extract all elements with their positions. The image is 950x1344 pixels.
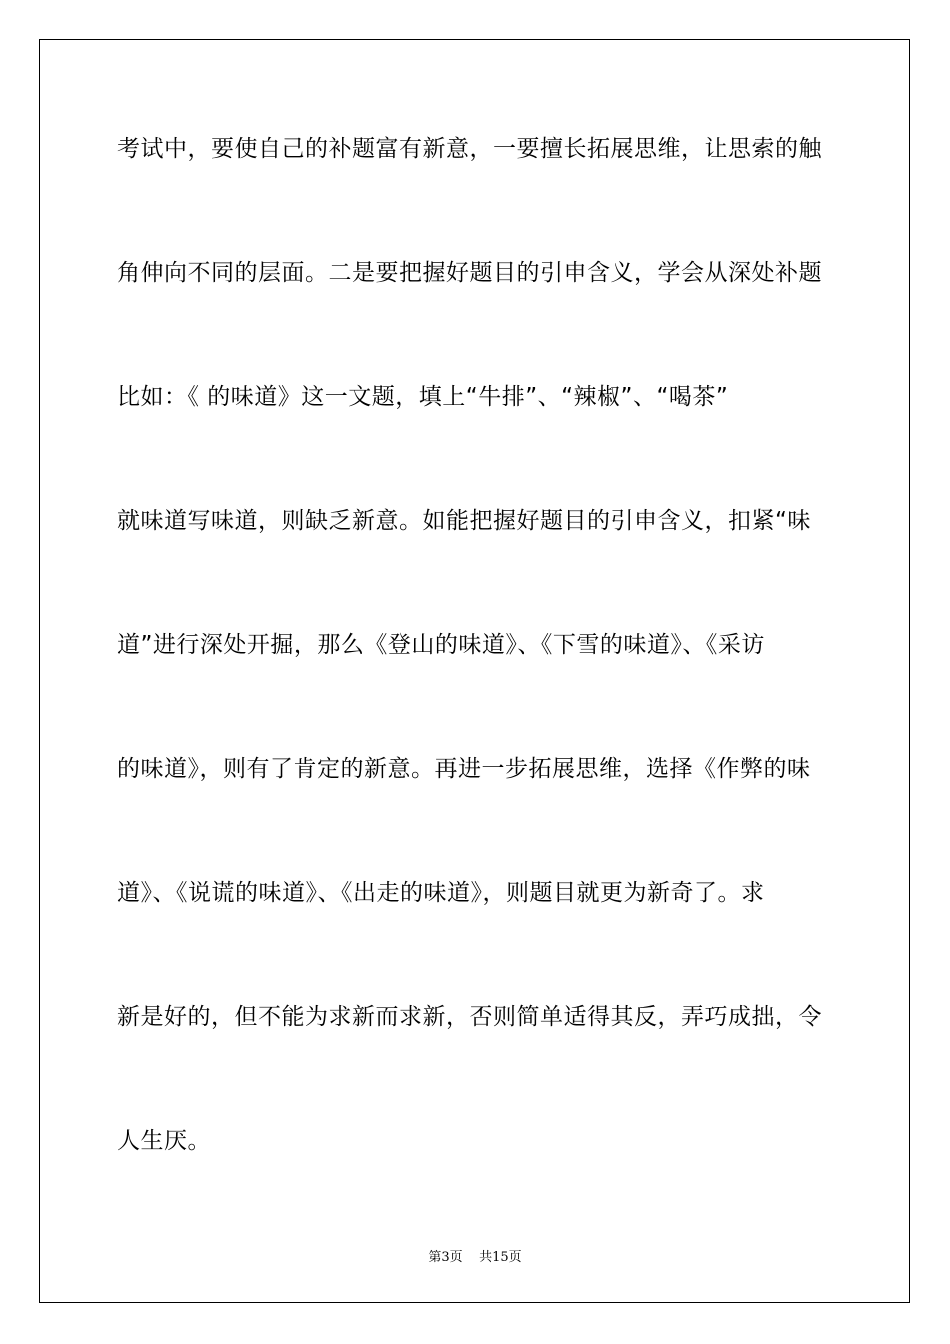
page-footer xyxy=(0,1246,950,1265)
text-line: 比如：《 的味道》这一文题，填上“牛排”、“辣椒”、“喝茶” xyxy=(117,384,729,410)
text-line: 道”进行深处开掘，那么《登山的味道》、《下雪的味道》、《采访 xyxy=(117,632,765,658)
text-line: 角伸向不同的层面。二是要把握好题目的引申含义，学会从深处补题 xyxy=(117,260,822,286)
text-line: 道》、《说谎的味道》、《出走的味道》，则题目就更为新奇了。求 xyxy=(117,880,765,906)
page-total: 共15页 xyxy=(479,1250,522,1265)
page-border xyxy=(39,39,910,1303)
text-line: 新是好的，但不能为求新而求新，否则简单适得其反，弄巧成拙，令 xyxy=(117,1004,822,1030)
text-line: 人生厌。 xyxy=(117,1128,211,1154)
text-line: 考试中，要使自己的补题富有新意，一要擅长拓展思维，让思索的触 xyxy=(117,136,822,162)
text-line: 的味道》，则有了肯定的新意。再进一步拓展思维，选择《作弊的味 xyxy=(117,756,811,782)
text-line: 就味道写味道，则缺乏新意。如能把握好题目的引申含义，扣紧“味 xyxy=(117,508,811,534)
page-number: 第3页 xyxy=(428,1250,463,1265)
